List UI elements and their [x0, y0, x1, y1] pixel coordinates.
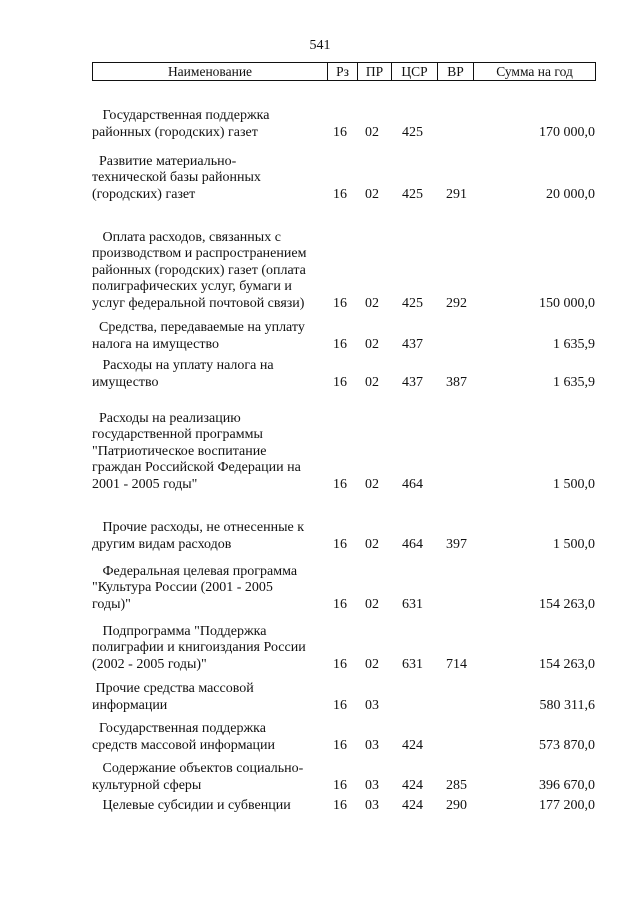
row-name: Оплата расходов, связанных с производством и распространением районных (городских) газет (оплата полиграфических услуг, бумаги и услуг федеральной почтовой связи)	[92, 229, 307, 311]
row-sum: 1 635,9	[553, 374, 595, 390]
row-csr: 437	[402, 336, 423, 352]
row-name: Государственная поддержка районных (городских) газет	[92, 108, 270, 140]
row-pr: 03	[365, 697, 379, 713]
row-pr: 02	[365, 336, 379, 352]
row-vr: 387	[446, 374, 467, 390]
row-vr: 285	[446, 777, 467, 793]
column-header-name: Наименование	[167, 64, 253, 79]
row-pr: 02	[365, 124, 379, 140]
row-rz: 16	[333, 336, 347, 352]
row-rz: 16	[333, 797, 347, 813]
row-name: Развитие материально- технической базы районных (городских) газет	[92, 153, 261, 202]
row-sum: 1 500,0	[553, 536, 595, 552]
row-vr: 290	[446, 797, 467, 813]
row-sum: 396 670,0	[539, 777, 595, 793]
row-rz: 16	[333, 295, 347, 311]
row-sum: 20 000,0	[546, 186, 595, 202]
row-pr: 02	[365, 536, 379, 552]
column-header-vr: ВР	[437, 63, 473, 80]
row-name: Государственная поддержка средств массовой информации	[92, 721, 276, 753]
row-name: Расходы на реализацию государственной программы "Патриотическое воспитание граждан Российской Федерации на 2001 - 2005 годы"	[92, 410, 301, 492]
row-rz: 16	[333, 656, 347, 672]
row-rz: 16	[333, 777, 347, 793]
row-pr: 02	[365, 186, 379, 202]
row-name: Расходы на уплату налога на имущество	[92, 358, 274, 390]
row-csr: 631	[402, 596, 423, 612]
row-vr: 292	[446, 295, 467, 311]
column-header-rz: Рз	[327, 63, 357, 80]
column-header-pr: ПР	[357, 63, 391, 80]
row-pr: 02	[365, 295, 379, 311]
row-rz: 16	[333, 737, 347, 753]
row-name: Подпрограмма "Поддержка полиграфии и книгоиздания России (2002 - 2005 годы)"	[92, 623, 306, 672]
row-csr: 425	[402, 186, 423, 202]
row-rz: 16	[333, 186, 347, 202]
row-vr: 291	[446, 186, 467, 202]
row-rz: 16	[333, 596, 347, 612]
row-pr: 03	[365, 797, 379, 813]
row-sum: 1 500,0	[553, 476, 595, 492]
row-sum: 154 263,0	[539, 596, 595, 612]
row-csr: 631	[402, 656, 423, 672]
row-csr: 424	[402, 797, 423, 813]
row-name: Прочие расходы, не отнесенные к другим видам расходов	[92, 520, 305, 552]
row-name: Прочие средства массовой информации	[92, 681, 254, 713]
column-header-sum: Сумма на год	[473, 63, 595, 80]
row-csr: 424	[402, 777, 423, 793]
row-sum: 580 311,6	[539, 697, 595, 713]
row-sum: 1 635,9	[553, 336, 595, 352]
row-csr: 425	[402, 124, 423, 140]
row-pr: 03	[365, 777, 379, 793]
row-rz: 16	[333, 476, 347, 492]
row-csr: 464	[402, 476, 423, 492]
row-name: Целевые субсидии и субвенции	[92, 797, 291, 813]
row-name: Средства, передаваемые на уплату налога на имущество	[92, 320, 305, 352]
row-pr: 02	[365, 596, 379, 612]
row-pr: 03	[365, 737, 379, 753]
row-pr: 02	[365, 656, 379, 672]
row-csr: 425	[402, 295, 423, 311]
row-rz: 16	[333, 697, 347, 713]
row-sum: 573 870,0	[539, 737, 595, 753]
row-rz: 16	[333, 124, 347, 140]
row-sum: 170 000,0	[539, 124, 595, 140]
row-pr: 02	[365, 374, 379, 390]
row-csr: 464	[402, 536, 423, 552]
row-name: Содержание объектов социально- культурной сферы	[92, 761, 304, 793]
row-csr: 424	[402, 737, 423, 753]
row-pr: 02	[365, 476, 379, 492]
row-sum: 154 263,0	[539, 656, 595, 672]
row-sum: 150 000,0	[539, 295, 595, 311]
row-vr: 397	[446, 536, 467, 552]
row-csr: 437	[402, 374, 423, 390]
column-header-csr: ЦСР	[391, 63, 437, 80]
row-name: Федеральная целевая программа "Культура России (2001 - 2005 годы)"	[92, 563, 298, 612]
page-number: 541	[309, 38, 331, 53]
row-vr: 714	[446, 656, 467, 672]
row-rz: 16	[333, 536, 347, 552]
row-rz: 16	[333, 374, 347, 390]
row-sum: 177 200,0	[539, 797, 595, 813]
